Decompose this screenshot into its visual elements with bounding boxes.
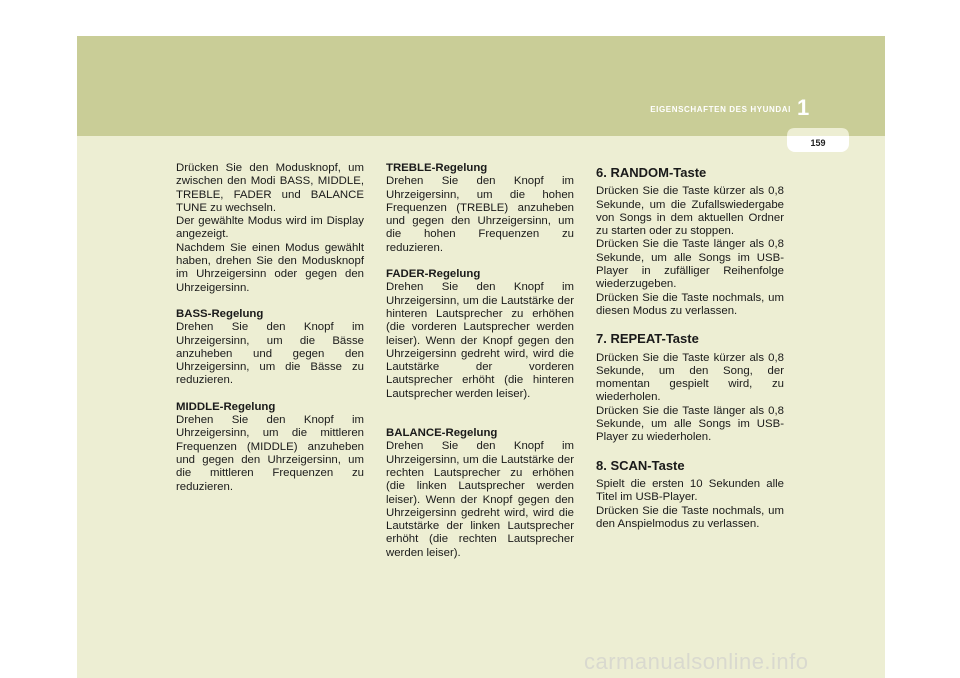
watermark: carmanualsonline.info xyxy=(584,649,809,674)
column-2 xyxy=(386,162,574,560)
scan-text: Drücken Sie die Taste nochmals, um den Anspielmodus zu verlassen. xyxy=(596,504,784,530)
random-text: Drücken Sie die Taste länger als 0,8 Sekunde, um alle Songs im USB-Player in zufälliger Reihenfolge wiederzugeben. xyxy=(596,238,784,291)
page-number-tab xyxy=(787,136,849,152)
middle-text: Drehen Sie den Knopf im Uhrzeigersinn, um die mittleren Frequenzen (MIDDLE) anzuheben und gegen den Uhrzeigersinn, um die mittleren Frequenzen zu reduzieren. xyxy=(176,414,364,493)
repeat-text: Drücken Sie die Taste länger als 0,8 Sekunde, um alle Songs im USB-Player zu wiederholen. xyxy=(596,404,784,444)
bass-text: Drehen Sie den Knopf im Uhrzeigersinn, um die Bässe anzuheben und gegen den Uhrzeigersinn, um die Bässe zu reduzieren. xyxy=(176,321,364,387)
random-text: Drücken Sie die Taste kürzer als 0,8 Sekunde, um die Zufallswiedergabe von Songs in dem aktuellen Ordner zu starten oder zu stoppen. xyxy=(596,185,784,238)
column-1 xyxy=(176,162,364,494)
intro-paragraph: Der gewählte Modus wird im Display angezeigt. xyxy=(176,215,364,241)
intro-paragraph: Drücken Sie den Modusknopf, um zwischen den Modi BASS, MIDDLE, TREBLE, FADER und BALANCE TUNE zu wechseln. xyxy=(176,162,364,214)
fader-heading: FADER-Regelung xyxy=(386,268,481,281)
bass-heading: BASS-Regelung xyxy=(176,307,264,320)
treble-heading: TREBLE-Regelung xyxy=(386,162,488,174)
scan-heading: 8. SCAN-Taste xyxy=(596,457,685,473)
balance-text: Drehen Sie den Knopf im Uhrzeigersinn, um die Lautstärke der rechten Lautsprecher zu erhöhen (die linken Lautsprecher werden leiser). Wenn der Knopf gegen den Uhrzeigersinn gedreht wird, wird die Lautstärke der linken Lautsprecher erhöht (die rechten Lautsprecher werden leiser). xyxy=(386,440,574,559)
column-3 xyxy=(596,162,784,531)
chapter-title: EIGENSCHAFTEN DES HYUNDAI xyxy=(650,105,791,114)
intro-paragraph: Nachdem Sie einen Modus gewählt haben, drehen Sie den Modusknopf im Uhrzeigersinn oder gegen den Uhrzeigersinn. xyxy=(176,241,364,294)
middle-heading: MIDDLE-Regelung xyxy=(176,400,276,413)
scan-text: Spielt die ersten 10 Sekunden alle Titel im USB-Player. xyxy=(596,477,784,504)
page-number: 159 xyxy=(810,138,826,148)
repeat-text: Drücken Sie die Taste kürzer als 0,8 Sekunde, um den Song, der momentan gespielt wird, zu wiederholen. xyxy=(596,351,784,404)
random-heading: 6. RANDOM-Taste xyxy=(596,165,707,180)
header-band xyxy=(77,36,885,136)
chapter-number: 1 xyxy=(797,95,810,120)
random-text: Drücken Sie die Taste nochmals, um diesen Modus zu verlassen. xyxy=(596,291,784,317)
treble-text: Drehen Sie den Knopf im Uhrzeigersinn, um die hohen Frequenzen (TREBLE) anzuheben und gegen den Uhrzeigersinn, um die hohen Frequenzen zu reduzieren. xyxy=(386,175,574,254)
repeat-heading: 7. REPEAT-Taste xyxy=(596,331,699,347)
header-bar xyxy=(0,0,960,136)
fader-text: Drehen Sie den Knopf im Uhrzeigersinn, um die Lautstärke der hinteren Lautsprecher zu erhöhen (die vorderen Lautsprecher werden leiser). Wenn der Knopf gegen den Uhrzeigersinn gedreht wird, wird die Lautstärke der vorderen Lautsprecher erhöht (die hinteren Lautsprecher werden leiser). xyxy=(386,281,574,400)
balance-heading: BALANCE-Regelung xyxy=(386,427,498,440)
